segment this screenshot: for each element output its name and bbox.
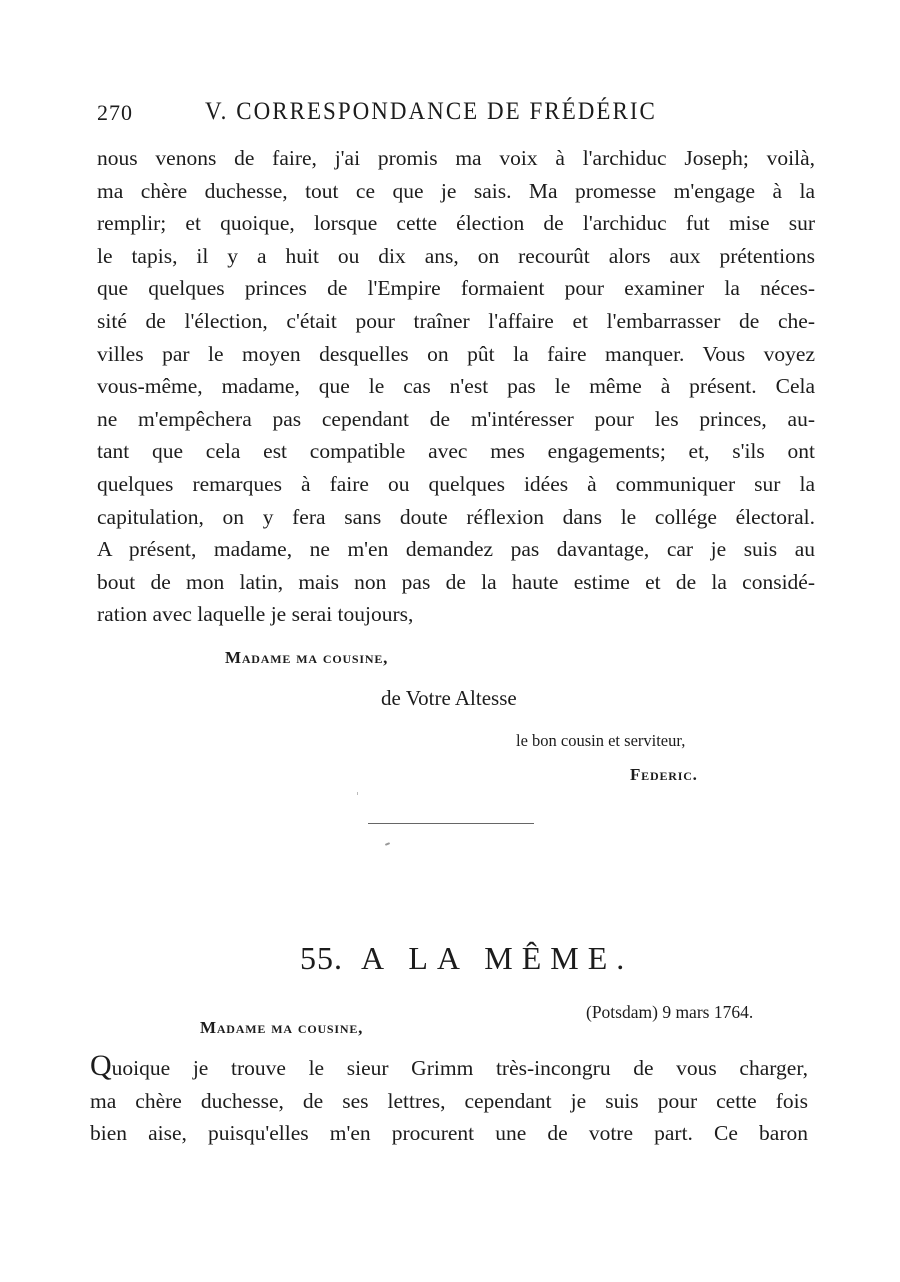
text-line: villes par le moyen desquelles on pût la faire manquer. Vous voyez — [97, 341, 815, 366]
previous-letter-body — [97, 142, 815, 631]
text-line: sité de l'élection, c'était pour traîner l'affaire et l'embarrasser de che- — [97, 308, 815, 333]
text-line: nous venons de faire, j'ai promis ma voix à l'archiduc Joseph; voilà, — [97, 146, 815, 170]
signature: Federic. — [630, 765, 698, 784]
text-line: bien aise, puisqu'elles m'en procurent une de votre part. Ce baron — [90, 1121, 808, 1146]
letter-number: 55. — [300, 940, 343, 976]
opening-salutation: Madame ma cousine, — [200, 1018, 364, 1037]
text-line: ma chère duchesse, de ses lettres, cependant je suis pour cette fois — [90, 1088, 808, 1113]
text-line: A présent, madame, ne m'en demandez pas davantage, car je suis au — [97, 537, 815, 562]
paper-speck — [385, 842, 390, 846]
running-title: V. CORRESPONDANCE DE FRÉDÉRIC — [205, 98, 657, 125]
section-divider — [368, 823, 534, 824]
text-line: le tapis, il y a huit ou dix ans, on recourût alors aux prétentions — [97, 243, 815, 268]
text-line: tant que cela est compatible avec mes engagements; et, s'ils ont — [97, 439, 815, 464]
paper-speck — [357, 792, 358, 795]
drop-initial: Q — [90, 1049, 112, 1082]
letter-heading — [300, 940, 633, 977]
text-line: capitulation, on y fera sans doute réflexion dans le collége électoral. — [97, 504, 815, 529]
text-line — [90, 1049, 808, 1085]
text-line: ne m'empêchera pas cependant de m'intéresser pour les princes, au- — [97, 406, 815, 431]
letter-title: A LA MÊME. — [361, 940, 634, 976]
page-number: 270 — [97, 100, 133, 125]
text-line: vous-même, madame, que le cas n'est pas le même à présent. Cela — [97, 374, 815, 399]
text-line: que quelques princes de l'Empire formaient pour examiner la néces- — [97, 276, 815, 301]
text-line: ma chère duchesse, tout ce que je sais. Ma promesse m'engage à la — [97, 178, 815, 203]
closing-line: de Votre Altesse — [381, 686, 517, 710]
text-line: ration avec laquelle je serai toujours, — [97, 602, 414, 627]
text-line: bout de mon latin, mais non pas de la haute estime et de la considé- — [97, 569, 815, 594]
text-line: remplir; et quoique, lorsque cette élection de l'archiduc fut mise sur — [97, 211, 815, 236]
closing-line: le bon cousin et serviteur, — [516, 731, 686, 750]
text-line: quelques remarques à faire ou quelques idées à communiquer sur la — [97, 471, 815, 496]
dateline: (Potsdam) 9 mars 1764. — [586, 1002, 754, 1022]
closing-salutation: Madame ma cousine, — [225, 648, 389, 667]
first-line-text: uoique je trouve le sieur Grimm très-incongru de vous charger, — [111, 1056, 808, 1080]
next-letter-body — [90, 1049, 808, 1150]
